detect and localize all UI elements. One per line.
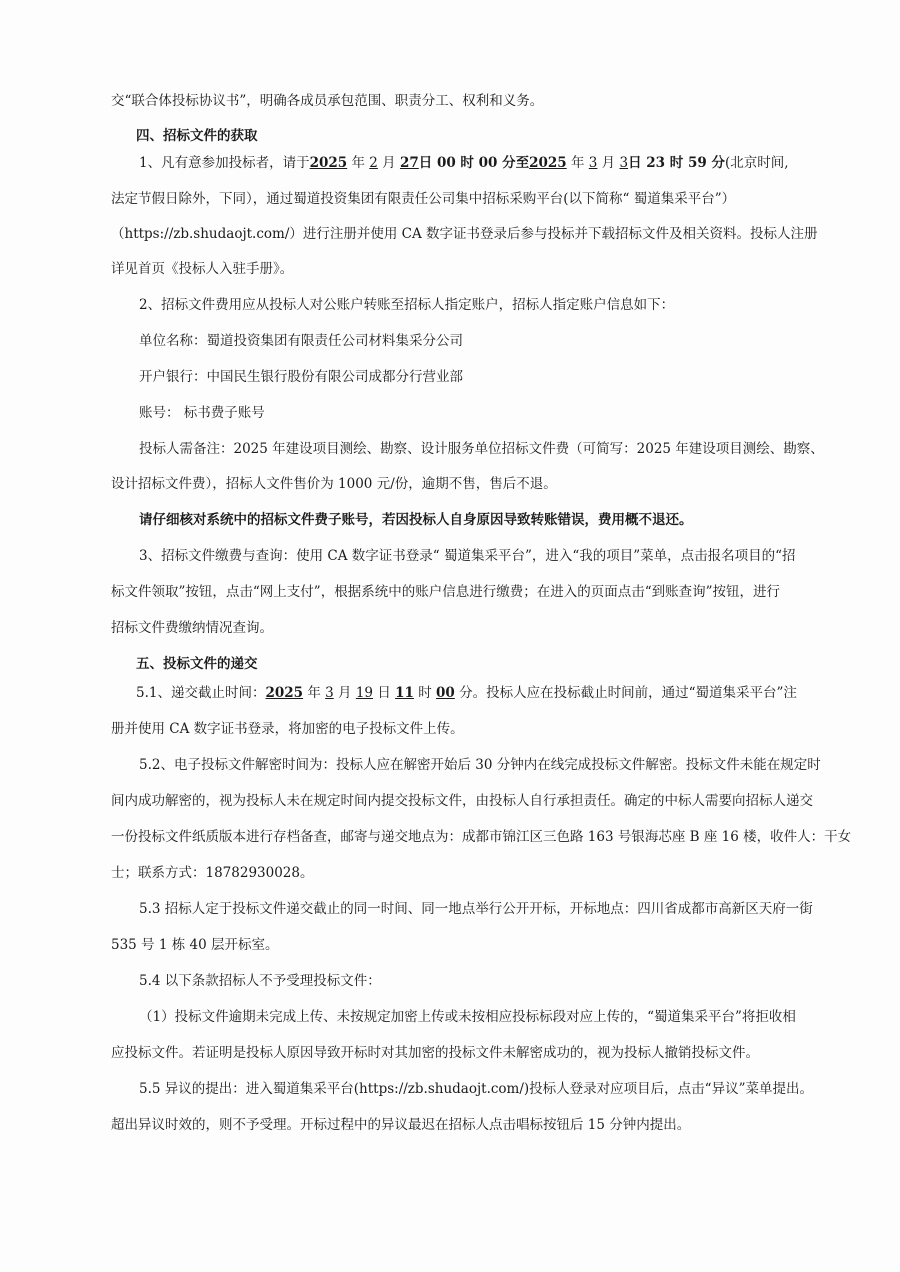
start-month: 2 xyxy=(369,155,378,171)
section-5-2-line-1: 5.2、电子投标文件解密时间为：投标人应在解密开始后 30 分钟内在线完成投标文件解密。投标文件未能在规定时 xyxy=(139,757,821,773)
section-4-title: 四、招标文件的获取 xyxy=(136,128,258,144)
paragraph-consortium-tail: 交“联合体投标协议书”，明确各成员承包范围、职责分工、权利和义务。 xyxy=(111,93,544,109)
section-5-1-line-1: 5.1、递交截止时间：2025 年 3 月 19 日 11 时 00 分。投标人应在投标截止时间前，通过“蜀道集采平台”注 xyxy=(136,685,797,701)
start-day: 27 xyxy=(399,155,419,171)
start-year: 2025 xyxy=(309,155,348,171)
section-4-item-3-line-1: 3、招标文件缴费与查询：使用 CA 数字证书登录“ 蜀道集采平台”，进入“我的项目”菜单，点击报名项目的“招 xyxy=(139,548,796,564)
section-4-item-1-line-1: 1、凡有意参加投标者，请于2025 年 2 月 27日 00 时 00 分至2025 年 3 月 3日 23 时 59 分(北京时间, xyxy=(139,155,789,171)
section-5-2-line-3: 一份投标文件纸质版本进行存档备查，邮寄与递交地点为：成都市锦江区三色路 163 号银海芯座 B 座 16 楼，收件人：干女 xyxy=(111,829,852,845)
item-1-prefix: 1、凡有意参加投标者，请于 xyxy=(139,155,310,171)
section-4-item-1-line-4: 详见首页《投标人入驻手册》。 xyxy=(111,261,294,277)
payment-warning: 请仔细核对系统中的招标文件费子账号，若因投标人自身原因导致转账错误，费用概不退还。 xyxy=(139,512,693,528)
section-4-item-2: 2、招标文件费用应从投标人对公账户转账至招标人指定账户，招标人指定账户信息如下： xyxy=(139,297,675,313)
deadline-tail: 。投标人应在投标截止时间前，通过“蜀道集采平台”注 xyxy=(472,685,797,701)
remark-line-2: 设计招标文件费），招标人文件售价为 1000 元/份，逾期不售，售后不退。 xyxy=(111,476,557,492)
deadline-month: 3 xyxy=(325,685,334,701)
section-5-5-line-1: 5.5 异议的提出：进入蜀道集采平台(https://zb.shudaojt.com/)投标人登录对应项目后，点击“异议”菜单提出。 xyxy=(139,1081,813,1097)
deadline-prefix: 5.1、递交截止时间： xyxy=(136,685,266,701)
section-4-item-1-line-2: 法定节假日除外，下同），通过蜀道投资集团有限责任公司集中招标采购平台(以下简称“ 蜀道集采平台”） xyxy=(111,191,736,207)
section-4-item-1-line-3: （https://zb.shudaojt.com/）进行注册并使用 CA 数字证书登录后参与投标并下载招标文件及相关资料。投标人注册 xyxy=(111,226,818,242)
section-4-item-3-line-3: 招标文件费缴纳情况查询。 xyxy=(111,620,273,636)
section-5-1-line-2: 册并使用 CA 数字证书登录，将加密的电子投标文件上传。 xyxy=(111,721,464,737)
end-day: 3 xyxy=(619,155,629,171)
section-5-3-line-2: 535 号 1 栋 40 层开标室。 xyxy=(111,937,279,953)
deadline-minute: 00 xyxy=(436,685,455,701)
end-time: 日 23 时 59 分 xyxy=(628,155,725,171)
end-month: 3 xyxy=(588,155,598,171)
section-5-3-line-1: 5.3 招标人定于投标文件递交截止的同一时间、同一地点举行公开开标，开标地点：四川省成都市高新区天府一街 xyxy=(139,901,813,917)
deadline-year: 2025 xyxy=(265,685,304,701)
account-number: 账号： 标书费子账号 xyxy=(139,405,265,421)
deadline-day: 19 xyxy=(355,685,374,701)
section-5-2-line-2: 间内成功解密的，视为投标人未在规定时间内提交投标文件，由投标人自行承担责任。确定的中标人需要向招标人递交 xyxy=(111,793,813,809)
section-5-4-item-1-line-2: 应投标文件。若证明是投标人原因导致开标时对其加密的投标文件未解密成功的，视为投标人撤销投标文件。 xyxy=(111,1045,759,1061)
start-time: 日 00 时 00 分至 xyxy=(418,155,530,171)
section-5-4: 5.4 以下条款招标人不予受理投标文件： xyxy=(139,973,381,989)
section-4-item-3-line-2: 标文件领取”按钮，点击“网上支付”，根据系统中的账户信息进行缴费；在进入的页面点击“到账查询”按钮，进行 xyxy=(111,584,781,600)
remark-line-1: 投标人需备注：2025 年建设项目测绘、勘察、设计服务单位招标文件费（可简写：2025 年建设项目测绘、勘察、 xyxy=(139,441,824,457)
section-5-5-line-2: 超出异议时效的，则不予受理。开标过程中的异议最迟在招标人点击唱标按钮后 15 分钟内提出。 xyxy=(111,1117,691,1133)
deadline-hour: 11 xyxy=(395,685,414,701)
section-5-2-line-4: 士；联系方式：18782930028。 xyxy=(111,865,314,881)
item-1-line-1-tail: (北京时间, xyxy=(724,155,789,171)
end-year: 2025 xyxy=(529,155,567,171)
section-5-title: 五、投标文件的递交 xyxy=(136,656,258,672)
section-5-4-item-1-line-1: （1）投标文件逾期未完成上传、未按规定加密上传或未按相应投标标段对应上传的，“蜀道集采平台”将拒收相 xyxy=(139,1009,796,1025)
account-name: 单位名称：蜀道投资集团有限责任公司材料集采分公司 xyxy=(139,333,463,349)
account-bank: 开户银行：中国民生银行股份有限公司成都分行营业部 xyxy=(139,369,463,385)
